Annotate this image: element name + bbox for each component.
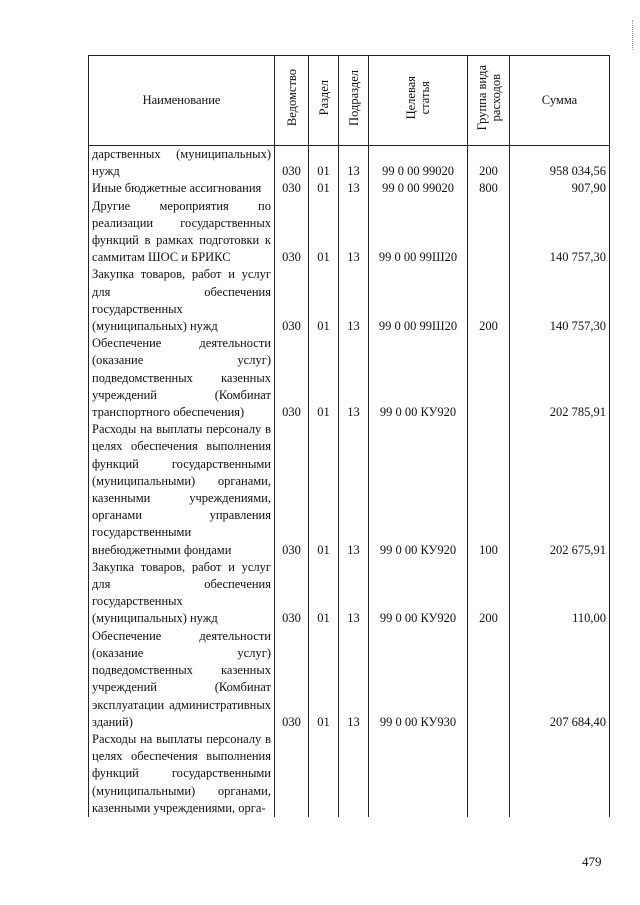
row-target-article: 99 0 00 99020	[369, 146, 468, 181]
table-row	[89, 628, 610, 731]
row-name: Другие мероприятия по реализации государственных функций в рамках подготовки к саммитам ШОС и БРИКС	[89, 198, 275, 267]
row-expense-group: 800	[468, 180, 510, 197]
header-target-article: Целевая статья	[369, 56, 468, 146]
table-row	[89, 731, 610, 817]
row-section	[309, 731, 339, 817]
row-department	[275, 731, 309, 817]
row-target-article: 99 0 00 99Ш20	[369, 266, 468, 335]
row-name: Иные бюджетные ассигнования	[89, 180, 275, 197]
row-subsection	[339, 731, 369, 817]
row-subsection: 13	[339, 335, 369, 421]
row-department: 030	[275, 559, 309, 628]
header-subsection: Подраздел	[339, 56, 369, 146]
row-sum: 202 785,91	[510, 335, 610, 421]
row-name: Расходы на выплаты персоналу в целях обеспечения выполнения функций государственными (муниципальными) органами, казенными учреждениями, органами управления государственными внебюджетными фондами	[89, 421, 275, 559]
row-section: 01	[309, 335, 339, 421]
row-subsection: 13	[339, 266, 369, 335]
row-section: 01	[309, 421, 339, 559]
row-expense-group	[468, 628, 510, 731]
row-department: 030	[275, 421, 309, 559]
row-subsection: 13	[339, 559, 369, 628]
row-department: 030	[275, 266, 309, 335]
row-subsection: 13	[339, 146, 369, 181]
table-header-row	[89, 56, 610, 146]
row-sum: 207 684,40	[510, 628, 610, 731]
row-sum: 907,90	[510, 180, 610, 197]
row-name: Закупка товаров, работ и услуг для обеспечения государственных (муниципальных) нужд	[89, 559, 275, 628]
page-number: 479	[582, 854, 602, 869]
row-section: 01	[309, 146, 339, 181]
table-row	[89, 266, 610, 335]
scan-edge-mark	[632, 20, 635, 50]
row-expense-group: 100	[468, 421, 510, 559]
row-department: 030	[275, 335, 309, 421]
row-department: 030	[275, 198, 309, 267]
row-target-article: 99 0 00 КУ920	[369, 421, 468, 559]
row-sum	[510, 731, 610, 817]
header-sum: Сумма	[510, 56, 610, 146]
row-subsection: 13	[339, 180, 369, 197]
row-subsection: 13	[339, 421, 369, 559]
table-row	[89, 335, 610, 421]
row-target-article: 99 0 00 99020	[369, 180, 468, 197]
row-subsection: 13	[339, 628, 369, 731]
row-name: дарственных (муниципальных) нужд	[89, 146, 275, 181]
row-section: 01	[309, 180, 339, 197]
budget-table	[88, 55, 610, 817]
row-target-article: 99 0 00 99Ш20	[369, 198, 468, 267]
table-row	[89, 146, 610, 181]
row-expense-group: 200	[468, 146, 510, 181]
row-sum: 202 675,91	[510, 421, 610, 559]
table-row	[89, 559, 610, 628]
row-expense-group: 200	[468, 559, 510, 628]
row-section: 01	[309, 628, 339, 731]
row-department: 030	[275, 628, 309, 731]
row-section: 01	[309, 266, 339, 335]
row-expense-group	[468, 731, 510, 817]
row-department: 030	[275, 146, 309, 181]
row-expense-group	[468, 335, 510, 421]
row-sum: 140 757,30	[510, 198, 610, 267]
row-section: 01	[309, 198, 339, 267]
row-subsection: 13	[339, 198, 369, 267]
header-department: Ведомство	[275, 56, 309, 146]
row-target-article: 99 0 00 КУ920	[369, 559, 468, 628]
row-name: Обеспечение деятельности (оказание услуг) подведомственных казенных учреждений (Комбинат эксплуатации административных зданий)	[89, 628, 275, 731]
row-section: 01	[309, 559, 339, 628]
table-row	[89, 180, 610, 197]
table-row	[89, 198, 610, 267]
row-name: Расходы на выплаты персоналу в целях обеспечения выполнения функций государственными (муниципальными) органами, казенными учреждениями, орга-	[89, 731, 275, 817]
header-name: Наименование	[89, 56, 275, 146]
row-expense-group	[468, 198, 510, 267]
row-sum: 958 034,56	[510, 146, 610, 181]
row-name: Обеспечение деятельности (оказание услуг) подведомственных казенных учреждений (Комбинат транспортного обеспечения)	[89, 335, 275, 421]
row-sum: 140 757,30	[510, 266, 610, 335]
row-department: 030	[275, 180, 309, 197]
header-section: Раздел	[309, 56, 339, 146]
row-target-article	[369, 731, 468, 817]
row-name: Закупка товаров, работ и услуг для обеспечения государственных (муниципальных) нужд	[89, 266, 275, 335]
table-row	[89, 421, 610, 559]
row-sum: 110,00	[510, 559, 610, 628]
row-target-article: 99 0 00 КУ930	[369, 628, 468, 731]
row-expense-group: 200	[468, 266, 510, 335]
header-expense-group: Группа вида расходов	[468, 56, 510, 146]
row-target-article: 99 0 00 КУ920	[369, 335, 468, 421]
